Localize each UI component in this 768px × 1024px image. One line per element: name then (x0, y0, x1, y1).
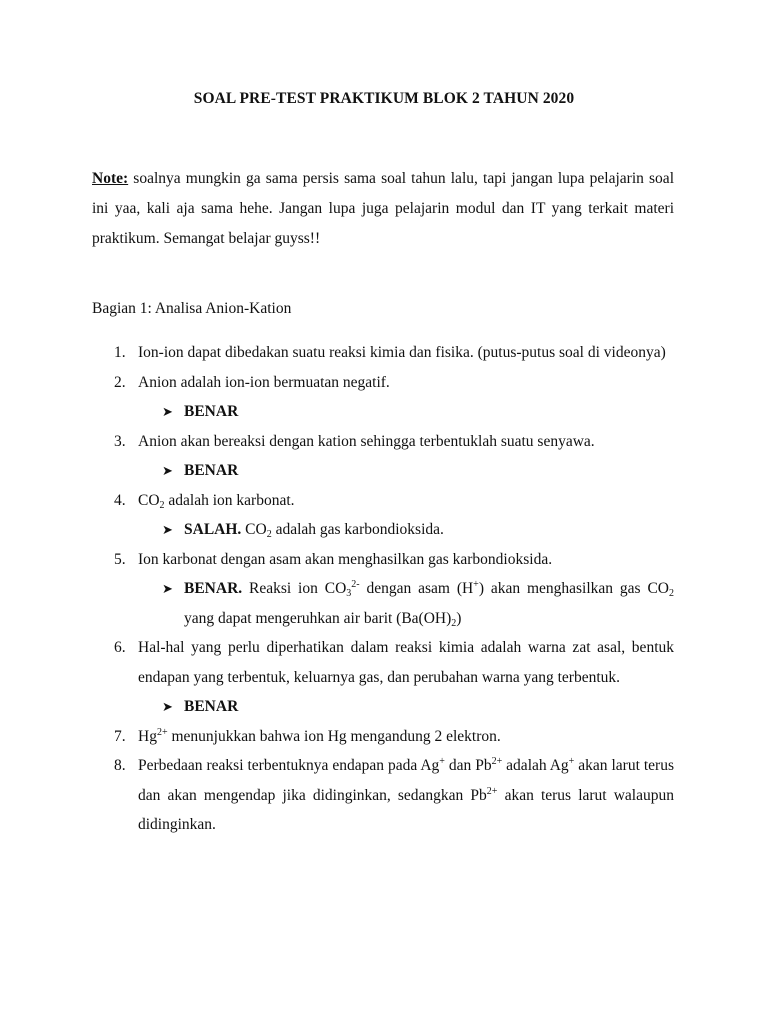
page-title: SOAL PRE-TEST PRAKTIKUM BLOK 2 TAHUN 2020 (193, 90, 575, 107)
subscript: 3 (346, 588, 352, 599)
superscript: 2+ (486, 785, 498, 797)
section-heading: Bagian 1: Analisa Anion-Kation (92, 300, 292, 317)
question-number: 2. (114, 373, 126, 391)
question-number: 4. (114, 491, 126, 509)
answer-text: yang dapat mengeruhkan air barit (Ba(OH) (184, 609, 452, 627)
text-part: adalah Ag (502, 757, 569, 774)
question-number: 7. (114, 727, 126, 745)
question-item (92, 751, 674, 840)
question-number: 5. (114, 550, 126, 568)
question-number: 1. (114, 344, 126, 361)
note-paragraph (92, 164, 674, 254)
answer-label: BENAR (184, 462, 239, 479)
text-part: adalah ion karbonat. (164, 491, 295, 509)
answer-label: BENAR. (184, 580, 243, 597)
question-text: Anion adalah ion-ion bermuatan negatif. (138, 373, 390, 391)
superscript: + (473, 579, 479, 590)
text-part: akan terus larut walaupun didinginkan. (138, 786, 674, 833)
answer-label: BENAR (184, 403, 239, 420)
arrow-bullet-icon: ➤ (162, 522, 173, 537)
subscript: 2 (451, 617, 457, 629)
question-text: Hal-hal yang perlu diperhatikan dalam reaksi kimia adalah warna zat asal, bentuk endapan yang terbentuk, keluarnya gas, dan perubahan warna yang terbentuk. (138, 639, 674, 686)
answer-item (92, 515, 674, 545)
question-text (138, 492, 295, 509)
arrow-bullet-icon: ➤ (162, 581, 173, 596)
superscript: 2+ (491, 756, 503, 767)
answer-text: ) (456, 609, 462, 627)
answer-label: BENAR (184, 698, 239, 715)
question-item (92, 338, 674, 368)
answer-text: ) akan menghasilkan gas CO (478, 580, 669, 597)
arrow-bullet-icon: ➤ (162, 463, 173, 478)
text-part: akan larut terus dan akan mengendap jika didinginkan, sedangkan Pb (138, 757, 674, 804)
text-part: menunjukkan bahwa ion Hg mengandung 2 elektron. (167, 727, 501, 745)
question-item (92, 633, 674, 692)
question-item (92, 545, 674, 575)
superscript: 2- (351, 579, 360, 590)
subscript: 2 (266, 529, 272, 540)
question-text: Ion-ion dapat dibedakan suatu reaksi kimia dan fisika. (putus-putus soal di videonya) (138, 344, 666, 361)
superscript: + (568, 756, 575, 767)
text-part: Hg (138, 727, 157, 745)
question-number: 6. (114, 639, 126, 656)
note-text: soalnya mungkin ga sama persis sama soal tahun lalu, tapi jangan lupa pelajarin soal ini yaa, kali aja sama hehe. Jangan lupa juga pelajarin modul dan IT yang terkait materi praktikum. Semangat belajar guyss!! (92, 170, 674, 247)
arrow-bullet-icon: ➤ (162, 699, 173, 714)
answer-label: SALAH. (184, 521, 242, 538)
subscript: 2 (668, 588, 674, 599)
question-list (92, 338, 674, 840)
arrow-bullet-icon: ➤ (162, 404, 173, 419)
answer-item (92, 456, 674, 486)
answer-text: CO (241, 521, 267, 538)
question-text (138, 757, 674, 833)
answer-item (92, 397, 674, 427)
superscript: + (439, 756, 445, 767)
text-part: CO (138, 491, 160, 509)
answer-text: Reaksi ion CO (242, 580, 347, 597)
question-item (92, 368, 674, 398)
question-number: 8. (114, 757, 126, 774)
question-text: Ion karbonat dengan asam akan menghasilkan gas karbondioksida. (138, 550, 553, 568)
text-part: dan Pb (444, 757, 492, 774)
question-text (138, 728, 501, 745)
note-label: Note: (92, 170, 129, 187)
question-item (92, 427, 674, 457)
answer-item (92, 574, 674, 633)
question-text: Anion akan bereaksi dengan kation sehingga terbentuklah suatu senyawa. (138, 432, 595, 450)
subscript: 2 (159, 499, 165, 511)
question-item (92, 486, 674, 516)
text-part: Perbedaan reaksi terbentuknya endapan pada Ag (138, 757, 440, 774)
question-number: 3. (114, 432, 126, 450)
superscript: 2+ (156, 726, 168, 738)
question-item (92, 722, 674, 752)
answer-item (92, 692, 674, 722)
answer-text: adalah gas karbondioksida. (271, 521, 444, 538)
answer-text: dengan asam (H (359, 580, 474, 597)
